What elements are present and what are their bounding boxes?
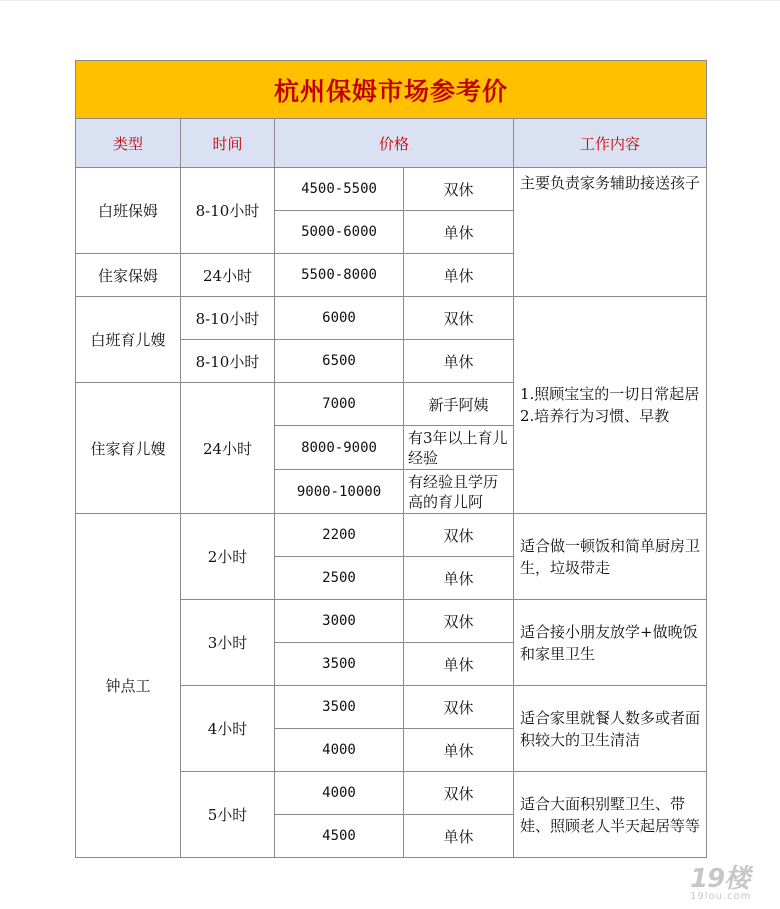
work-cell: 适合家里就餐人数多或者面积较大的卫生清洁 (514, 686, 707, 772)
rest-cell: 双休 (404, 686, 514, 729)
rest-cell: 双休 (404, 297, 514, 340)
type-cell: 住家保姆 (76, 254, 181, 297)
work-cell: 适合做一顿饭和简单厨房卫生，垃圾带走 (514, 514, 707, 600)
header-row (76, 119, 707, 168)
rest-cell: 单休 (404, 340, 514, 383)
rest-cell: 双休 (404, 600, 514, 643)
rest-cell: 单休 (404, 211, 514, 254)
header-time: 时间 (181, 119, 275, 168)
price-cell: 7000 (275, 383, 404, 426)
price-table (75, 60, 707, 858)
price-cell: 8000-9000 (275, 426, 404, 470)
time-cell: 3小时 (181, 600, 275, 686)
rest-cell: 双休 (404, 772, 514, 815)
work-cell: 主要负责家务辅助接送孩子 (514, 168, 707, 297)
watermark-domain: 19lou.com (690, 891, 752, 902)
price-cell: 4000 (275, 729, 404, 772)
price-cell: 4000 (275, 772, 404, 815)
price-cell: 3500 (275, 643, 404, 686)
price-cell: 5000-6000 (275, 211, 404, 254)
rest-cell: 单休 (404, 815, 514, 858)
price-cell: 4500-5500 (275, 168, 404, 211)
top-divider (0, 0, 780, 1)
price-cell: 9000-10000 (275, 470, 404, 514)
price-cell: 6000 (275, 297, 404, 340)
table-title: 杭州保姆市场参考价 (76, 61, 707, 119)
type-cell: 白班保姆 (76, 168, 181, 254)
rest-cell: 有3年以上育儿经验 (404, 426, 514, 470)
rest-cell: 有经验且学历高的育儿阿 (404, 470, 514, 514)
rest-cell: 单休 (404, 557, 514, 600)
rest-cell: 单休 (404, 254, 514, 297)
header-price: 价格 (275, 119, 514, 168)
work-cell: 适合大面积别墅卫生、带娃、照顾老人半天起居等等 (514, 772, 707, 858)
time-cell: 8-10小时 (181, 297, 275, 340)
price-cell: 5500-8000 (275, 254, 404, 297)
table-row (76, 514, 707, 557)
price-cell: 2200 (275, 514, 404, 557)
header-type: 类型 (76, 119, 181, 168)
time-cell: 5小时 (181, 772, 275, 858)
watermark-logo: 19楼 (690, 864, 750, 894)
table-row (76, 168, 707, 211)
rest-cell: 双休 (404, 168, 514, 211)
work-cell: 适合接小朋友放学+做晚饭和家里卫生 (514, 600, 707, 686)
site-watermark (690, 858, 752, 902)
header-work: 工作内容 (514, 119, 707, 168)
price-cell: 2500 (275, 557, 404, 600)
title-row (76, 61, 707, 119)
rest-cell: 单休 (404, 729, 514, 772)
time-cell: 2小时 (181, 514, 275, 600)
price-cell: 3000 (275, 600, 404, 643)
time-cell: 24小时 (181, 383, 275, 514)
price-cell: 6500 (275, 340, 404, 383)
type-cell: 钟点工 (76, 514, 181, 858)
time-cell: 8-10小时 (181, 168, 275, 254)
time-cell: 8-10小时 (181, 340, 275, 383)
rest-cell: 双休 (404, 514, 514, 557)
time-cell: 24小时 (181, 254, 275, 297)
rest-cell: 新手阿姨 (404, 383, 514, 426)
price-cell: 4500 (275, 815, 404, 858)
rest-cell: 单休 (404, 643, 514, 686)
price-cell: 3500 (275, 686, 404, 729)
work-cell: 1.照顾宝宝的一切日常起居2.培养行为习惯、早教 (514, 297, 707, 514)
time-cell: 4小时 (181, 686, 275, 772)
type-cell: 住家育儿嫂 (76, 383, 181, 514)
table-row (76, 297, 707, 340)
type-cell: 白班育儿嫂 (76, 297, 181, 383)
